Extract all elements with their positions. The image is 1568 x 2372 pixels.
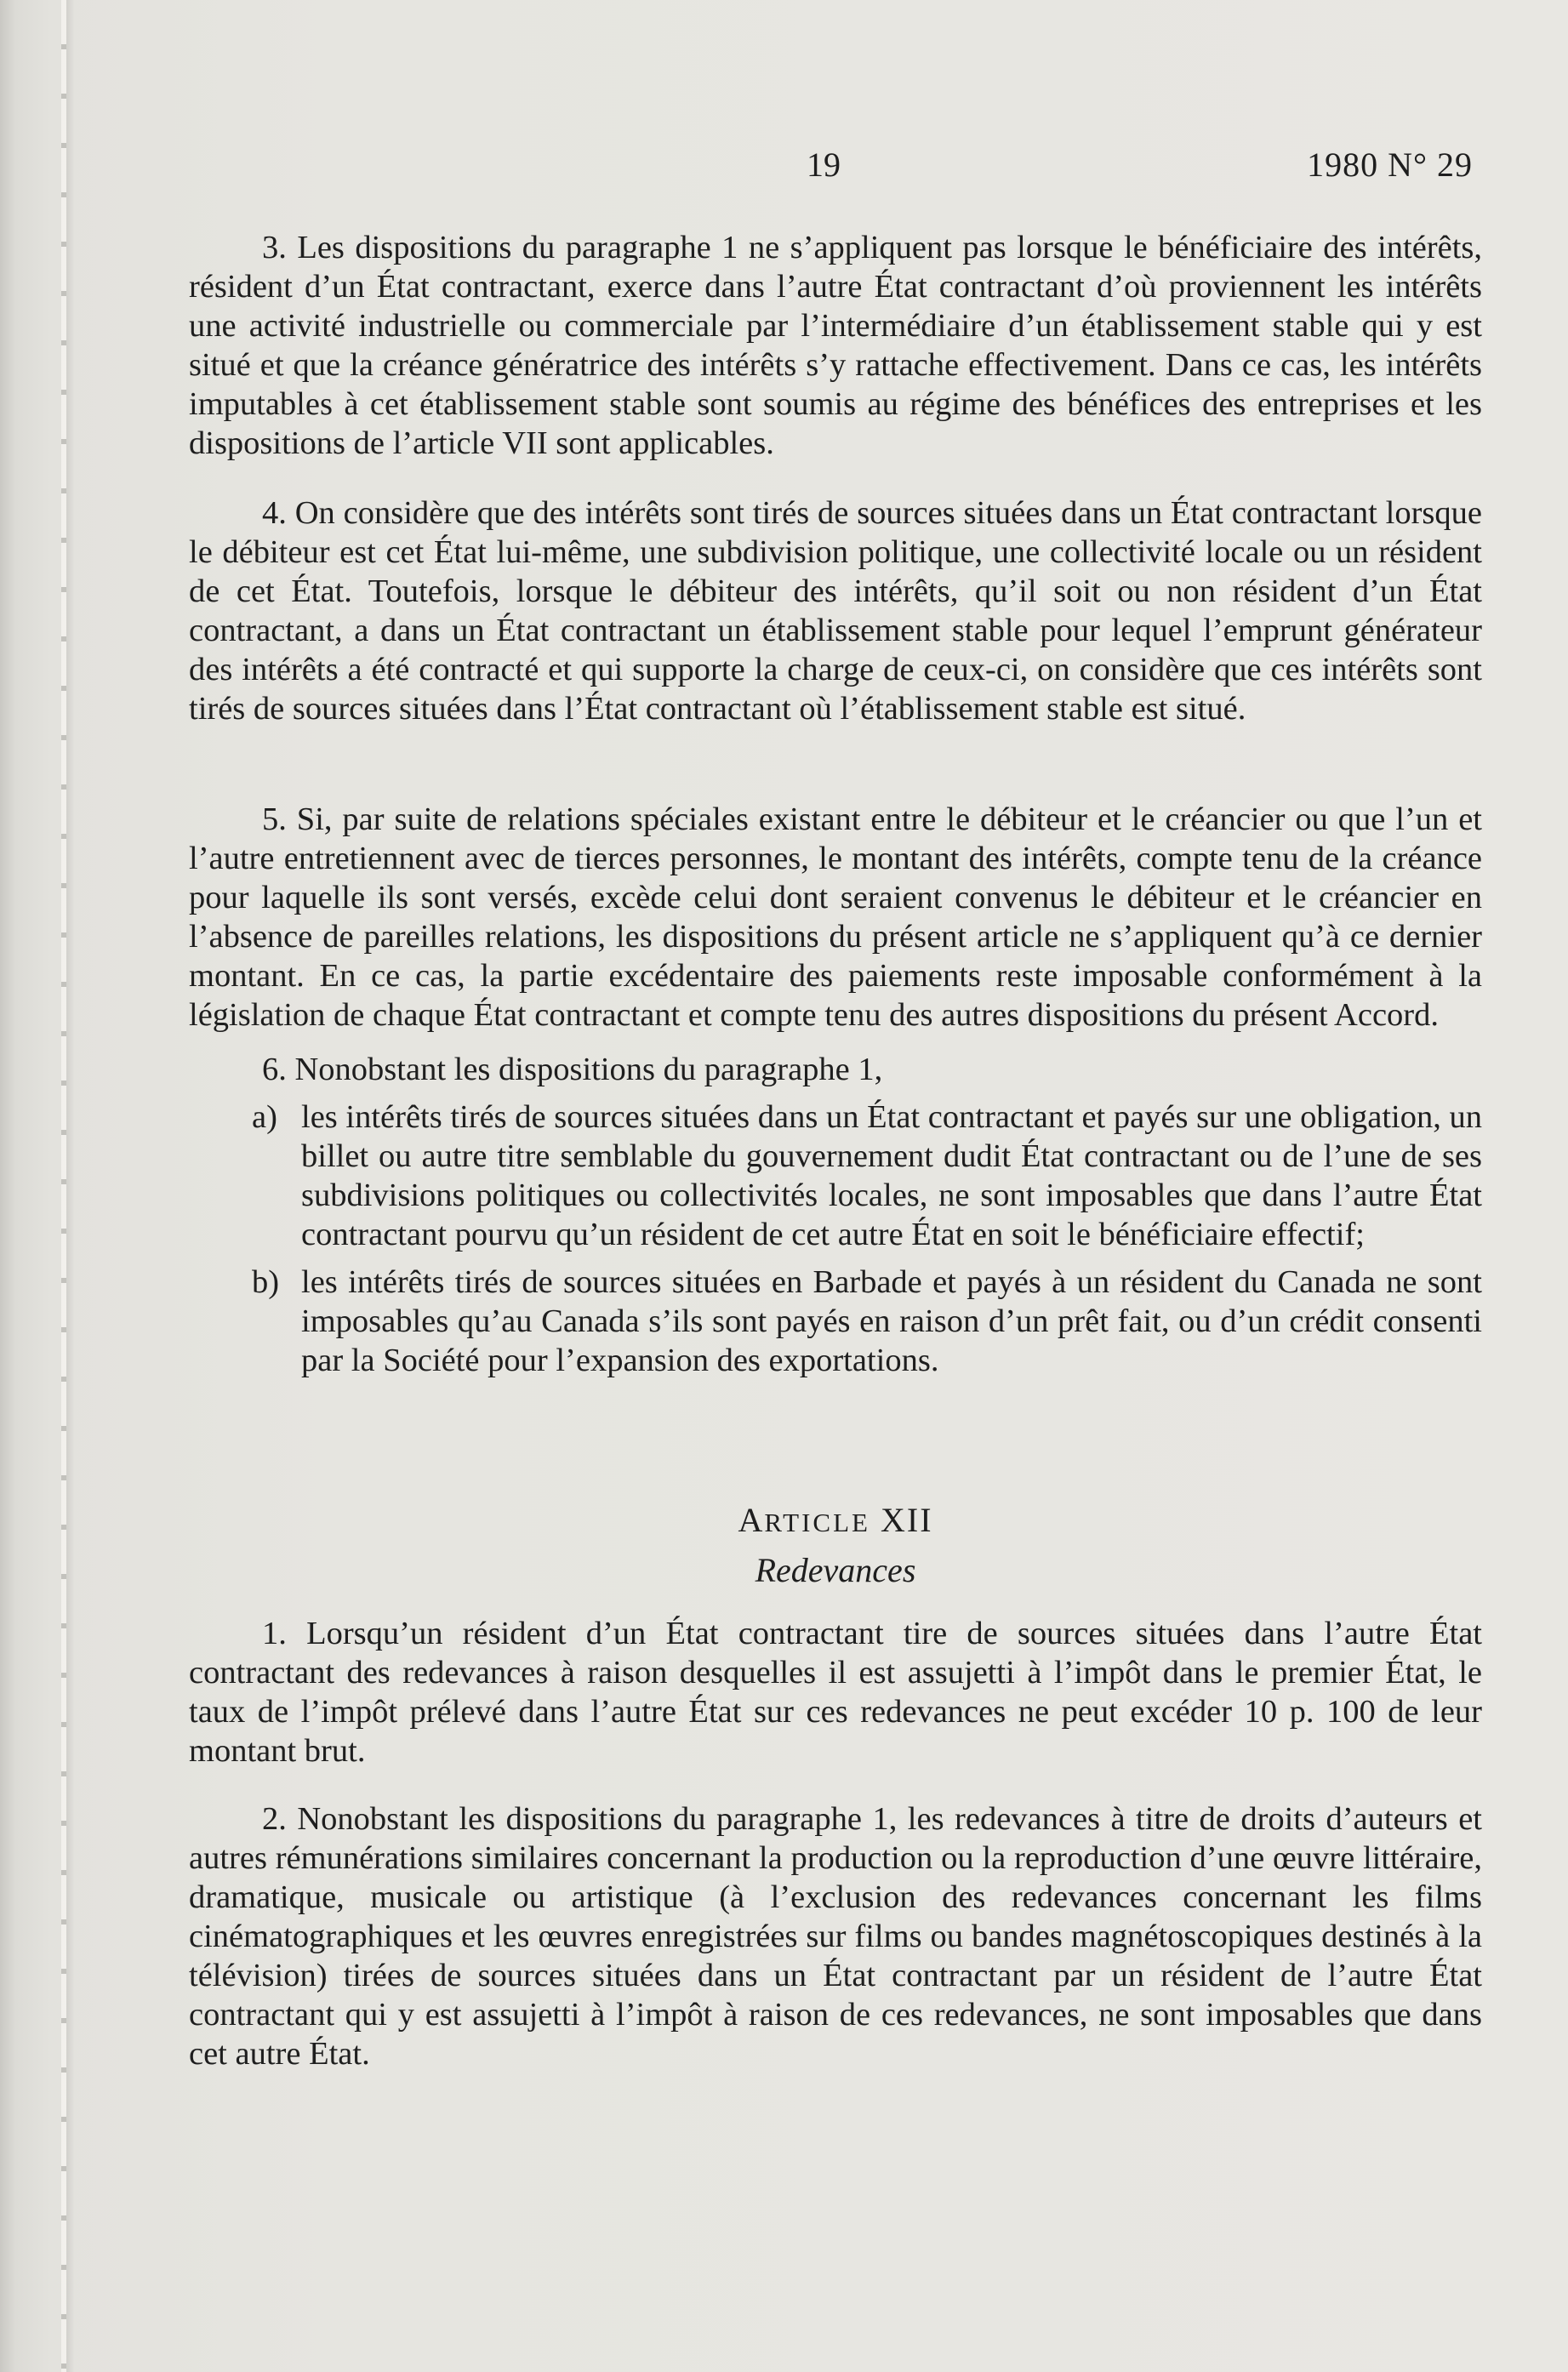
paragraph-6: 6. Nonobstant les dispositions du paragraphe 1, — [262, 1052, 883, 1087]
paragraph-4: 4. On considère que des intérêts sont tirés de sources situées dans un État contractant lorsque le débiteur est cet État lui-même, une subdivision politique, une collectivité locale ou un résident de cet État. Toutefois, lorsque le débiteur des intérêts, qu’il soit ou non résident d’un État contractant, a dans un État contractant un établissement stable pour lequel l’emprunt générateur des intérêts a été contracté et qui supporte la charge de ceux-ci, on considère que ces intérêts sont tirés de sources situées dans l’État contractant où l’établissement stable est situé. — [189, 495, 1482, 727]
list-item-text: les intérêts tirés de sources situées en Barbade et payés à un résident du Canada ne sont imposables qu’au Canada s’ils sont payés en raison d’un prêt fait, ou d’un crédit consenti par la Société pour l’expansion des exportations. — [301, 1264, 1482, 1378]
article-heading-initial: A — [738, 1501, 765, 1539]
binding-shadow — [66, 0, 75, 2372]
page-number: 19 — [807, 145, 841, 184]
article-number: XII — [880, 1501, 933, 1539]
list-item-label: a) — [252, 1099, 277, 1135]
article-heading — [189, 1501, 1482, 1542]
list-item-text: les intérêts tirés de sources situées dans un État contractant et payés sur une obligation, un billet ou autre titre semblable du gouvernement dudit État contractant ou de l’une de ses subdivisions politiques ou collectivités locales, ne sont imposables que dans l’autre État contractant pourvu qu’un résident de cet autre État en soit le bénéficiaire effectif; — [301, 1099, 1482, 1252]
list-item-b — [189, 1263, 1482, 1380]
body-text — [189, 228, 1482, 2073]
article-paragraph-2: 2. Nonobstant les dispositions du paragraphe 1, les redevances à titre de droits d’auteurs et autres rémunérations similaires concernant la production ou la reproduction d’une œuvre littéraire, dramatique, musicale ou artistique (à l’exclusion des redevances concernant les films cinématographiques et les œuvres enregistrées sur films ou bandes magnétoscopiques destinés à la télévision) tirées de sources situées dans un État contractant par un résident de l’autre État contractant qui y est assujetti à l’impôt à raison de ces redevances, ne sont imposables que dans cet autre État. — [189, 1801, 1482, 2072]
article-paragraph-1: 1. Lorsqu’un résident d’un État contractant tire de sources situées dans l’autre État contractant des redevances à raison desquelles il est assujetti à l’impôt dans le premier État, le taux de l’impôt prélevé dans l’autre État sur ces redevances ne peut excéder 10 p. 100 de leur montant brut. — [189, 1616, 1482, 1769]
page-header — [0, 145, 1568, 196]
paragraph-3: 3. Les dispositions du paragraphe 1 ne s’appliquent pas lorsque le bénéficiaire des intérêts, résident d’un État contractant, exerce dans l’autre État contractant d’où proviennent les intérêts une activité industrielle ou commerciale par l’intermédiaire d’un établissement stable qui y est situé et que la créance génératrice des intérêts s’y rattache effectivement. Dans ce cas, les intérêts imputables à cet établissement stable sont soumis au régime des bénéfices des entreprises et les dispositions de l’article VII sont applicables. — [189, 230, 1482, 461]
article-subtitle: Redevances — [755, 1551, 916, 1589]
paragraph-5: 5. Si, par suite de relations spéciales existant entre le débiteur et le créancier ou que l’un et l’autre entretiennent avec de tierces personnes, le montant des intérêts, compte tenu de la créance pour laquelle ils sont versés, excède celui dont seraient convenus le débiteur et le créancier en l’absence de pareilles relations, les dispositions du présent article ne s’appliquent qu’à ce dernier montant. En ce cas, la partie excédentaire des paiements reste imposable conformément à la législation de chaque État contractant et compte tenu des autres dispositions du présent Accord. — [189, 801, 1482, 1033]
list-item-label: b) — [252, 1264, 280, 1300]
document-reference: 1980 N° 29 — [1307, 145, 1473, 184]
list-item-a — [189, 1098, 1482, 1254]
article-heading-rest: RTICLE — [764, 1508, 870, 1537]
